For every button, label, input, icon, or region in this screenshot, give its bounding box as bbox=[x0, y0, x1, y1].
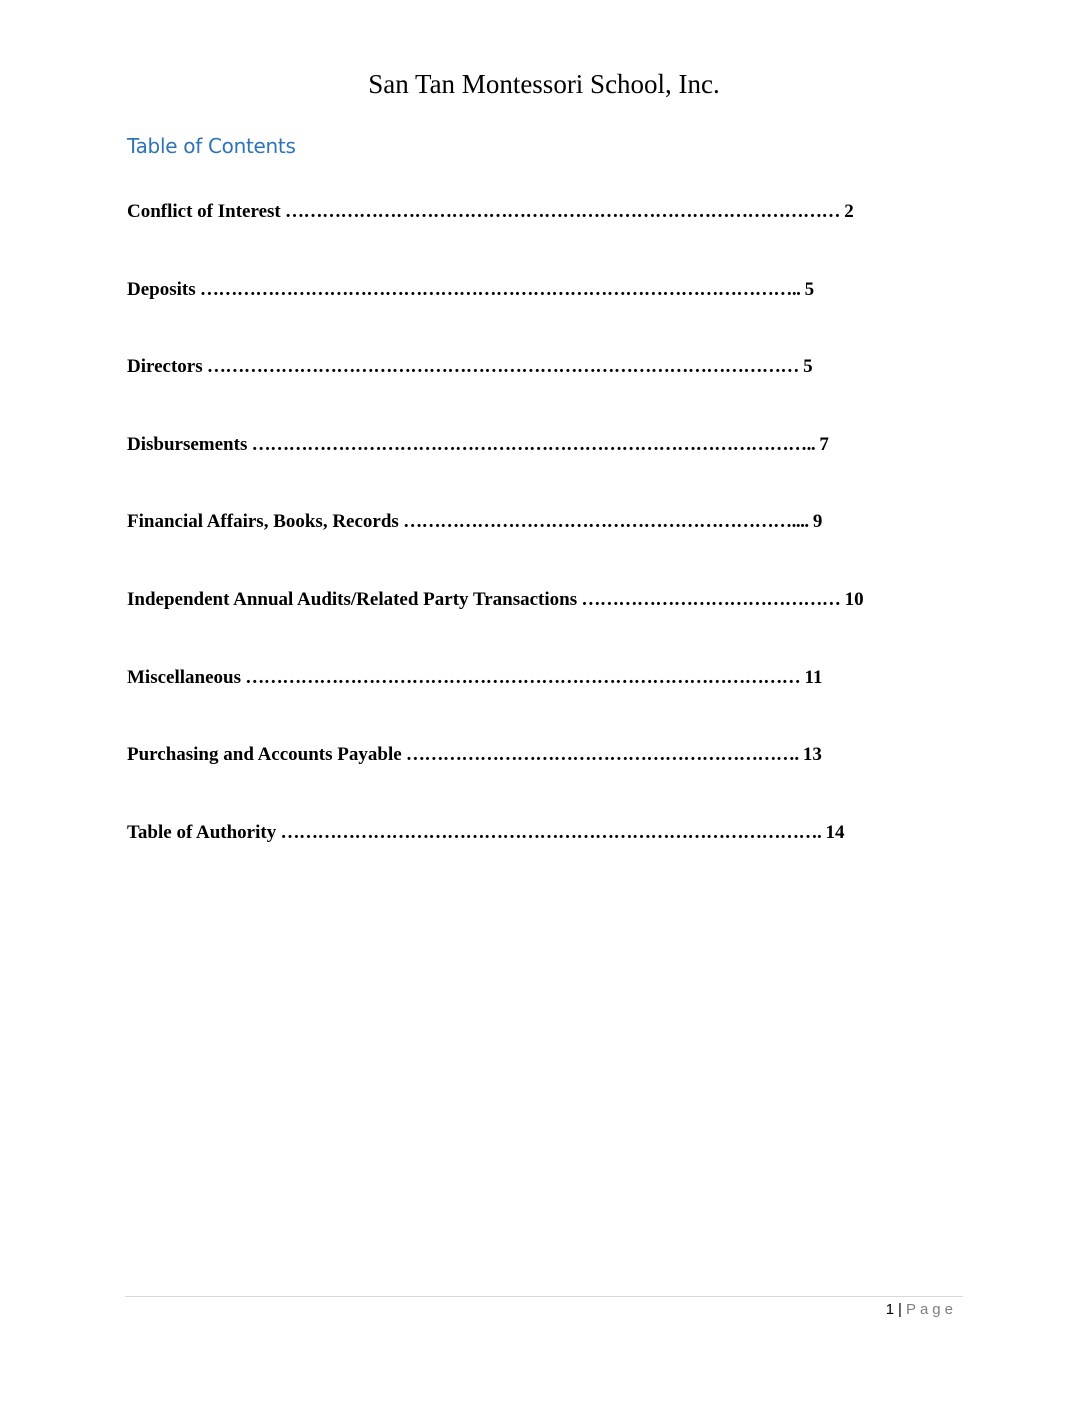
toc-entry-leader: …………………………………………………………………………………….. bbox=[195, 278, 805, 300]
toc-entry-purchasing[interactable] bbox=[127, 742, 957, 820]
toc-entry-conflict-of-interest[interactable] bbox=[127, 199, 957, 277]
toc-entry-leader: ……………………………………………………………………………….. bbox=[247, 433, 820, 455]
toc-entry-leader: ……………………………………………………………………………… bbox=[241, 666, 805, 688]
page-number: 1 bbox=[885, 1301, 895, 1318]
toc-entry-title: Purchasing and Accounts Payable bbox=[127, 744, 402, 766]
toc-entry-title: Miscellaneous bbox=[127, 666, 241, 688]
table-of-contents bbox=[127, 199, 957, 897]
toc-entry-miscellaneous[interactable] bbox=[127, 665, 957, 743]
toc-entry-title: Deposits bbox=[127, 278, 196, 300]
toc-entry-table-of-authority[interactable] bbox=[127, 820, 957, 898]
page-label: Page bbox=[905, 1301, 957, 1318]
toc-entry-page: 7 bbox=[819, 433, 829, 455]
toc-entry-page: 2 bbox=[844, 201, 854, 222]
toc-entry-title: Conflict of Interest bbox=[127, 201, 281, 222]
toc-entry-leader: ……………………………………………………….... bbox=[398, 511, 813, 533]
toc-entry-financial-affairs[interactable] bbox=[127, 509, 957, 587]
toc-entry-directors[interactable] bbox=[127, 354, 957, 432]
toc-entry-deposits[interactable] bbox=[127, 277, 957, 355]
toc-entry-page: 13 bbox=[802, 744, 822, 766]
toc-entry-title: Disbursements bbox=[127, 433, 248, 455]
page-footer bbox=[600, 1299, 957, 1321]
toc-heading: Table of Contents bbox=[127, 134, 296, 158]
toc-entry-title: Financial Affairs, Books, Records bbox=[127, 511, 399, 533]
toc-entry-disbursements[interactable] bbox=[127, 432, 957, 510]
toc-entry-leader: ……………………………………………………………………………… bbox=[280, 201, 845, 222]
toc-entry-leader: ………………………………………………………. bbox=[401, 744, 803, 766]
toc-entry-independent-annual-audits[interactable] bbox=[127, 587, 957, 665]
toc-entry-page: 10 bbox=[844, 588, 864, 610]
toc-entry-page: 11 bbox=[804, 666, 823, 688]
toc-entry-page: 14 bbox=[825, 821, 845, 843]
toc-entry-title: Directors bbox=[127, 356, 203, 378]
toc-entry-leader: …………………………………… bbox=[577, 588, 845, 610]
toc-entry-leader: …………………………………………………………………………………… bbox=[202, 356, 804, 378]
toc-entry-page: 5 bbox=[803, 356, 813, 378]
toc-entry-title: Independent Annual Audits/Related Party Transactions bbox=[127, 588, 578, 610]
toc-entry-page: 5 bbox=[804, 278, 815, 300]
footer-divider bbox=[125, 1296, 963, 1297]
footer-separator: | bbox=[898, 1301, 902, 1318]
document-title: San Tan Montessori School, Inc. bbox=[368, 69, 720, 99]
toc-entry-title: Table of Authority bbox=[127, 821, 277, 843]
toc-entry-page: 9 bbox=[812, 511, 823, 533]
toc-entry-leader: ……………………………………………………………………………. bbox=[276, 821, 826, 843]
